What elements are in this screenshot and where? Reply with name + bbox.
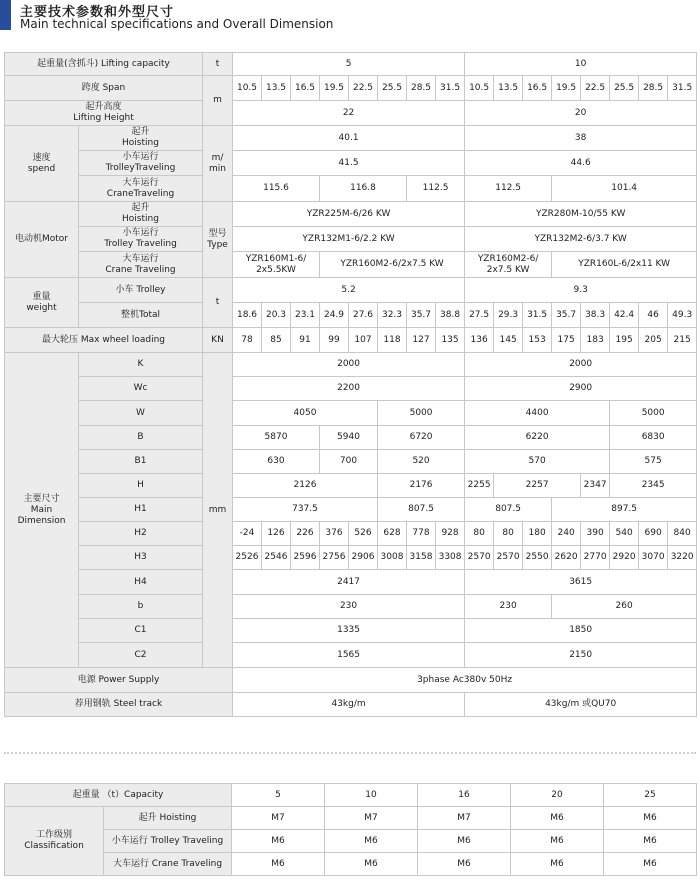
cell-text-line: YZR160M2-6/ <box>477 253 539 264</box>
dim-h-value: 2345 <box>610 474 697 498</box>
cell-text-line: 重量 <box>32 291 51 302</box>
cell-text-line: 小车运行 <box>122 152 159 162</box>
motor-trolley-5: YZR132M1-6/2.2 KW <box>233 227 465 252</box>
dim-h2-value: 390 <box>581 522 610 546</box>
table-row <box>5 278 697 303</box>
classification-row-label: 大车运行 Crane Traveling <box>104 853 232 876</box>
table-row <box>5 227 697 252</box>
table-row <box>5 546 697 570</box>
classification-value: M7 <box>232 807 325 830</box>
dim-h3-value: 2756 <box>320 546 349 570</box>
dim-h2-value: 928 <box>436 522 465 546</box>
speed-trolley-10: 44.6 <box>465 151 697 176</box>
dimension-unit: mm <box>203 353 233 668</box>
dim-w-value: 5000 <box>610 401 697 426</box>
span-label: 跨度 Span <box>5 76 203 101</box>
speed-trolley-5: 41.5 <box>233 151 465 176</box>
dim-b-value: 5870 <box>233 426 320 450</box>
wheel-value: 183 <box>581 328 610 353</box>
weight-total-value: 20.3 <box>262 303 291 328</box>
dim-h2-value: 840 <box>668 522 697 546</box>
dim-h3-value: 2620 <box>552 546 581 570</box>
table-row <box>5 693 697 717</box>
span-value: 16.5 <box>523 76 552 101</box>
dim-b1-value: 575 <box>610 450 697 474</box>
span-value: 16.5 <box>291 76 320 101</box>
dim-h1-value: 737.5 <box>233 498 378 522</box>
classification-value: M6 <box>604 853 697 876</box>
table-row <box>5 126 697 151</box>
dim-h3-value: 2596 <box>291 546 320 570</box>
table-row <box>5 643 697 668</box>
capacity-10: 10 <box>465 53 697 76</box>
span-value: 22.5 <box>349 76 378 101</box>
cell-text-line: spend <box>27 163 56 174</box>
dim-h1-value: 807.5 <box>465 498 552 522</box>
capacity-unit: t <box>203 53 233 76</box>
lift-height-label <box>5 101 203 126</box>
dim-c2-5: 1565 <box>233 643 465 668</box>
span-value: 19.5 <box>552 76 581 101</box>
capacity-value: 16 <box>418 784 511 807</box>
dim-h3-value: 2546 <box>262 546 291 570</box>
cell-text-line: 起升高度 <box>85 102 122 112</box>
span-value: 31.5 <box>436 76 465 101</box>
wheel-value: 215 <box>668 328 697 353</box>
classification-table <box>4 783 697 876</box>
speed-crane-value: 115.6 <box>233 176 320 202</box>
dim-b-lower-value: 230 <box>465 595 552 619</box>
classification-value: M6 <box>232 830 325 853</box>
speed-hoisting-5: 40.1 <box>233 126 465 151</box>
span-value: 31.5 <box>668 76 697 101</box>
table-row <box>5 176 697 202</box>
track-5: 43kg/m <box>233 693 465 717</box>
classification-value: M7 <box>418 807 511 830</box>
motor-crane-value <box>465 252 552 278</box>
span-value: 19.5 <box>320 76 349 101</box>
cell-text-line: weight <box>26 302 57 313</box>
cell-text-line: Dimension <box>17 515 66 526</box>
wheel-value: 135 <box>436 328 465 353</box>
capacity-value: 25 <box>604 784 697 807</box>
speed-crane-value: 116.8 <box>320 176 407 202</box>
wheel-value: 205 <box>639 328 668 353</box>
spec-table <box>4 52 697 717</box>
page-title-cn: 主要技术参数和外型尺寸 <box>20 5 175 20</box>
weight-group <box>5 278 79 328</box>
motor-crane-value: YZR160L-6/2x11 KW <box>552 252 697 278</box>
weight-total-value: 35.7 <box>552 303 581 328</box>
span-value: 25.5 <box>610 76 639 101</box>
dim-k-5: 2000 <box>233 353 465 377</box>
weight-total-value: 27.5 <box>465 303 494 328</box>
table-row <box>5 202 697 227</box>
motor-group: 电动机Motor <box>5 202 79 278</box>
classification-value: M7 <box>325 807 418 830</box>
weight-total-value: 32.3 <box>378 303 407 328</box>
table-row <box>5 353 697 377</box>
motor-crane-label <box>79 252 203 278</box>
weight-total-value: 35.7 <box>407 303 436 328</box>
dim-b1-value: 700 <box>320 450 378 474</box>
section-divider <box>4 752 696 754</box>
dim-c1-10: 1850 <box>465 619 697 643</box>
dim-h3-value: 2526 <box>233 546 262 570</box>
dim-label-h1: H1 <box>79 498 203 522</box>
table-row <box>5 328 697 353</box>
dim-b-value: 6720 <box>378 426 465 450</box>
table-row <box>5 474 697 498</box>
weight-total-value: 49.3 <box>668 303 697 328</box>
dim-b-value: 6830 <box>610 426 697 450</box>
dim-label-h4: H4 <box>79 570 203 595</box>
cell-text-line: CraneTraveling <box>106 188 175 199</box>
cell-text-line: Hoisting <box>122 138 159 148</box>
wheel-value: 107 <box>349 328 378 353</box>
table-row <box>5 401 697 426</box>
motor-trolley-10: YZR132M2-6/3.7 KW <box>465 227 697 252</box>
weight-trolley-label: 小车 Trolley <box>79 278 203 303</box>
classification-value: M6 <box>511 807 604 830</box>
track-10: 43kg/m 或QU70 <box>465 693 697 717</box>
dim-h2-value: 240 <box>552 522 581 546</box>
wheel-value: 118 <box>378 328 407 353</box>
capacity-5: 5 <box>233 53 465 76</box>
dim-b-value: 5940 <box>320 426 378 450</box>
dim-h3-value: 3008 <box>378 546 407 570</box>
dim-h4-5: 2417 <box>233 570 465 595</box>
dim-label-h2: H2 <box>79 522 203 546</box>
table-row <box>5 426 697 450</box>
weight-total-value: 24.9 <box>320 303 349 328</box>
speed-crane-value: 101.4 <box>552 176 697 202</box>
lift-height-5: 22 <box>233 101 465 126</box>
power-label: 电源 Power Supply <box>5 668 233 693</box>
weight-total-value: 38.3 <box>581 303 610 328</box>
classification-value: M6 <box>604 807 697 830</box>
dim-h2-value: 80 <box>494 522 523 546</box>
classification-value: M6 <box>325 830 418 853</box>
dim-h-value: 2126 <box>233 474 378 498</box>
cell-text-line: Lifting Height <box>73 113 134 123</box>
dim-h2-value: 690 <box>639 522 668 546</box>
wheel-value: 99 <box>320 328 349 353</box>
cell-text-line: 大车运行 <box>122 253 159 264</box>
dim-h2-value: 778 <box>407 522 436 546</box>
classification-value: M6 <box>604 830 697 853</box>
cell-text-line: 起升 <box>131 203 150 213</box>
dim-b1-value: 630 <box>233 450 320 474</box>
cell-text-line: Classification <box>24 841 84 851</box>
motor-unit <box>203 202 233 278</box>
dim-h2-value: 376 <box>320 522 349 546</box>
weight-trolley-10: 9.3 <box>465 278 697 303</box>
weight-unit: t <box>203 278 233 328</box>
dim-h3-value: 3070 <box>639 546 668 570</box>
cell-text-line: 小车运行 <box>122 228 159 238</box>
classification-value: M6 <box>511 853 604 876</box>
dim-h2-value: 126 <box>262 522 291 546</box>
table-row <box>5 101 697 126</box>
dim-h-value: 2176 <box>378 474 465 498</box>
speed-hoisting-10: 38 <box>465 126 697 151</box>
speed-crane-label <box>79 176 203 202</box>
cell-text-line: 2x7.5 KW <box>486 264 530 275</box>
classification-row-label: 起升 Hoisting <box>104 807 232 830</box>
wheel-value: 85 <box>262 328 291 353</box>
classification-value: M6 <box>511 830 604 853</box>
accent-bar <box>0 0 11 30</box>
cell-text-line: 主要尺寸 <box>23 493 60 504</box>
capacity-label: 起重量(含抓斗) Lifting capacity <box>5 53 203 76</box>
table-row <box>5 784 697 807</box>
cell-text-line: YZR160M1-6/ <box>245 253 307 264</box>
cell-text-line: Main <box>30 504 53 515</box>
dim-h2-value: 180 <box>523 522 552 546</box>
wheel-value: 153 <box>523 328 552 353</box>
dim-label-wc: Wc <box>79 377 203 401</box>
table-row <box>5 303 697 328</box>
dim-k-10: 2000 <box>465 353 697 377</box>
dim-h2-value: 628 <box>378 522 407 546</box>
dim-h-value: 2347 <box>581 474 610 498</box>
dim-b-value: 6220 <box>465 426 610 450</box>
dim-h2-value: 526 <box>349 522 378 546</box>
span-value: 10.5 <box>465 76 494 101</box>
table-row <box>5 252 697 278</box>
capacity-label: 起重量 （t）Capacity <box>5 784 232 807</box>
cell-text-line: TrolleyTraveling <box>105 163 176 173</box>
dim-h1-value: 807.5 <box>378 498 465 522</box>
motor-crane-value: YZR160M2-6/2x7.5 KW <box>320 252 465 278</box>
table-row <box>5 522 697 546</box>
dim-label-w: W <box>79 401 203 426</box>
weight-total-value: 23.1 <box>291 303 320 328</box>
capacity-value: 20 <box>511 784 604 807</box>
cell-text-line: 大车运行 <box>122 177 159 188</box>
table-row <box>5 76 697 101</box>
table-row <box>5 853 697 876</box>
dim-h3-value: 2570 <box>494 546 523 570</box>
table-row <box>5 498 697 522</box>
wheel-value: 91 <box>291 328 320 353</box>
table-row <box>5 377 697 401</box>
classification-group <box>5 807 104 876</box>
dim-h3-value: 2920 <box>610 546 639 570</box>
weight-total-value: 38.8 <box>436 303 465 328</box>
dim-h4-10: 3615 <box>465 570 697 595</box>
dim-b1-value: 520 <box>378 450 465 474</box>
dim-h-value: 2255 <box>465 474 494 498</box>
wheel-value: 145 <box>494 328 523 353</box>
wheel-unit: KN <box>203 328 233 353</box>
weight-total-value: 31.5 <box>523 303 552 328</box>
dim-c1-5: 1335 <box>233 619 465 643</box>
power-value: 3phase Ac380v 50Hz <box>233 668 697 693</box>
span-value: 28.5 <box>639 76 668 101</box>
table-row <box>5 570 697 595</box>
cell-text-line: 起升 <box>131 127 150 137</box>
page-title-en: Main technical specifications and Overall Dimension <box>20 17 334 31</box>
speed-hoisting-label <box>79 126 203 151</box>
cell-text-line: min <box>209 163 226 174</box>
dim-label-h3: H3 <box>79 546 203 570</box>
span-value: 28.5 <box>407 76 436 101</box>
lift-height-10: 20 <box>465 101 697 126</box>
dim-h2-value: 80 <box>465 522 494 546</box>
dimension-group <box>5 353 79 668</box>
weight-total-value: 29.3 <box>494 303 523 328</box>
dim-wc-10: 2900 <box>465 377 697 401</box>
capacity-value: 5 <box>232 784 325 807</box>
weight-total-label: 整机Total <box>79 303 203 328</box>
motor-trolley-label <box>79 227 203 252</box>
span-unit: m <box>203 76 233 126</box>
dim-b-lower-value: 230 <box>233 595 465 619</box>
weight-trolley-5: 5.2 <box>233 278 465 303</box>
span-value: 25.5 <box>378 76 407 101</box>
table-row <box>5 450 697 474</box>
dim-label-c2: C2 <box>79 643 203 668</box>
dim-label-c1: C1 <box>79 619 203 643</box>
span-value: 10.5 <box>233 76 262 101</box>
table-row <box>5 53 697 76</box>
dim-wc-5: 2200 <box>233 377 465 401</box>
dim-c2-10: 2150 <box>465 643 697 668</box>
cell-text-line: Crane Traveling <box>105 264 176 275</box>
cell-text-line: 速度 <box>32 152 51 163</box>
span-value: 13.5 <box>494 76 523 101</box>
cell-text-line: Hoisting <box>122 214 159 224</box>
table-row <box>5 595 697 619</box>
table-row <box>5 668 697 693</box>
classification-row-label: 小车运行 Trolley Traveling <box>104 830 232 853</box>
cell-text-line: 工作级别 <box>35 830 72 840</box>
dim-h3-value: 3308 <box>436 546 465 570</box>
cell-text-line: Type <box>207 239 228 250</box>
dim-b1-value: 570 <box>465 450 610 474</box>
weight-total-value: 46 <box>639 303 668 328</box>
dim-w-value: 5000 <box>378 401 465 426</box>
dim-h3-value: 2570 <box>465 546 494 570</box>
wheel-value: 195 <box>610 328 639 353</box>
weight-total-value: 42.4 <box>610 303 639 328</box>
wheel-value: 136 <box>465 328 494 353</box>
cell-text-line: 型号 <box>208 228 227 239</box>
dim-h-value: 2257 <box>494 474 581 498</box>
dim-h3-value: 3158 <box>407 546 436 570</box>
dim-label-b-lower: b <box>79 595 203 619</box>
speed-crane-value: 112.5 <box>465 176 552 202</box>
dim-h3-value: 2906 <box>349 546 378 570</box>
dim-h2-value: -24 <box>233 522 262 546</box>
weight-total-value: 27.6 <box>349 303 378 328</box>
table-row <box>5 151 697 176</box>
cell-text-line: m/ <box>211 152 224 163</box>
motor-hoisting-10: YZR280M-10/55 KW <box>465 202 697 227</box>
dim-h3-value: 3220 <box>668 546 697 570</box>
classification-value: M6 <box>325 853 418 876</box>
motor-hoisting-label <box>79 202 203 227</box>
capacity-value: 10 <box>325 784 418 807</box>
dim-label-b1: B1 <box>79 450 203 474</box>
classification-value: M6 <box>418 830 511 853</box>
speed-crane-value: 112.5 <box>407 176 465 202</box>
span-value: 13.5 <box>262 76 291 101</box>
classification-value: M6 <box>232 853 325 876</box>
dim-h2-value: 540 <box>610 522 639 546</box>
weight-total-value: 18.6 <box>233 303 262 328</box>
table-row <box>5 830 697 853</box>
dim-label-b: B <box>79 426 203 450</box>
wheel-value: 78 <box>233 328 262 353</box>
wheel-value: 127 <box>407 328 436 353</box>
dim-h3-value: 2550 <box>523 546 552 570</box>
dim-h2-value: 226 <box>291 522 320 546</box>
dim-w-value: 4050 <box>233 401 378 426</box>
dim-label-h: H <box>79 474 203 498</box>
dim-h1-value: 897.5 <box>552 498 697 522</box>
wheel-value: 175 <box>552 328 581 353</box>
track-label: 荐用钢轨 Steel track <box>5 693 233 717</box>
speed-group <box>5 126 79 202</box>
span-value: 22.5 <box>581 76 610 101</box>
table-row <box>5 619 697 643</box>
cell-text-line: Trolley Traveling <box>104 239 177 249</box>
speed-unit <box>203 126 233 202</box>
dim-b-lower-value: 260 <box>552 595 697 619</box>
wheel-label: 最大轮压 Max wheel loading <box>5 328 203 353</box>
motor-hoisting-5: YZR225M-6/26 KW <box>233 202 465 227</box>
classification-value: M6 <box>418 853 511 876</box>
cell-text-line: 2x5.5KW <box>256 264 296 275</box>
motor-crane-value <box>233 252 320 278</box>
dim-label-k: K <box>79 353 203 377</box>
table-row <box>5 807 697 830</box>
dim-w-value: 4400 <box>465 401 610 426</box>
dim-h3-value: 2770 <box>581 546 610 570</box>
speed-trolley-label <box>79 151 203 176</box>
